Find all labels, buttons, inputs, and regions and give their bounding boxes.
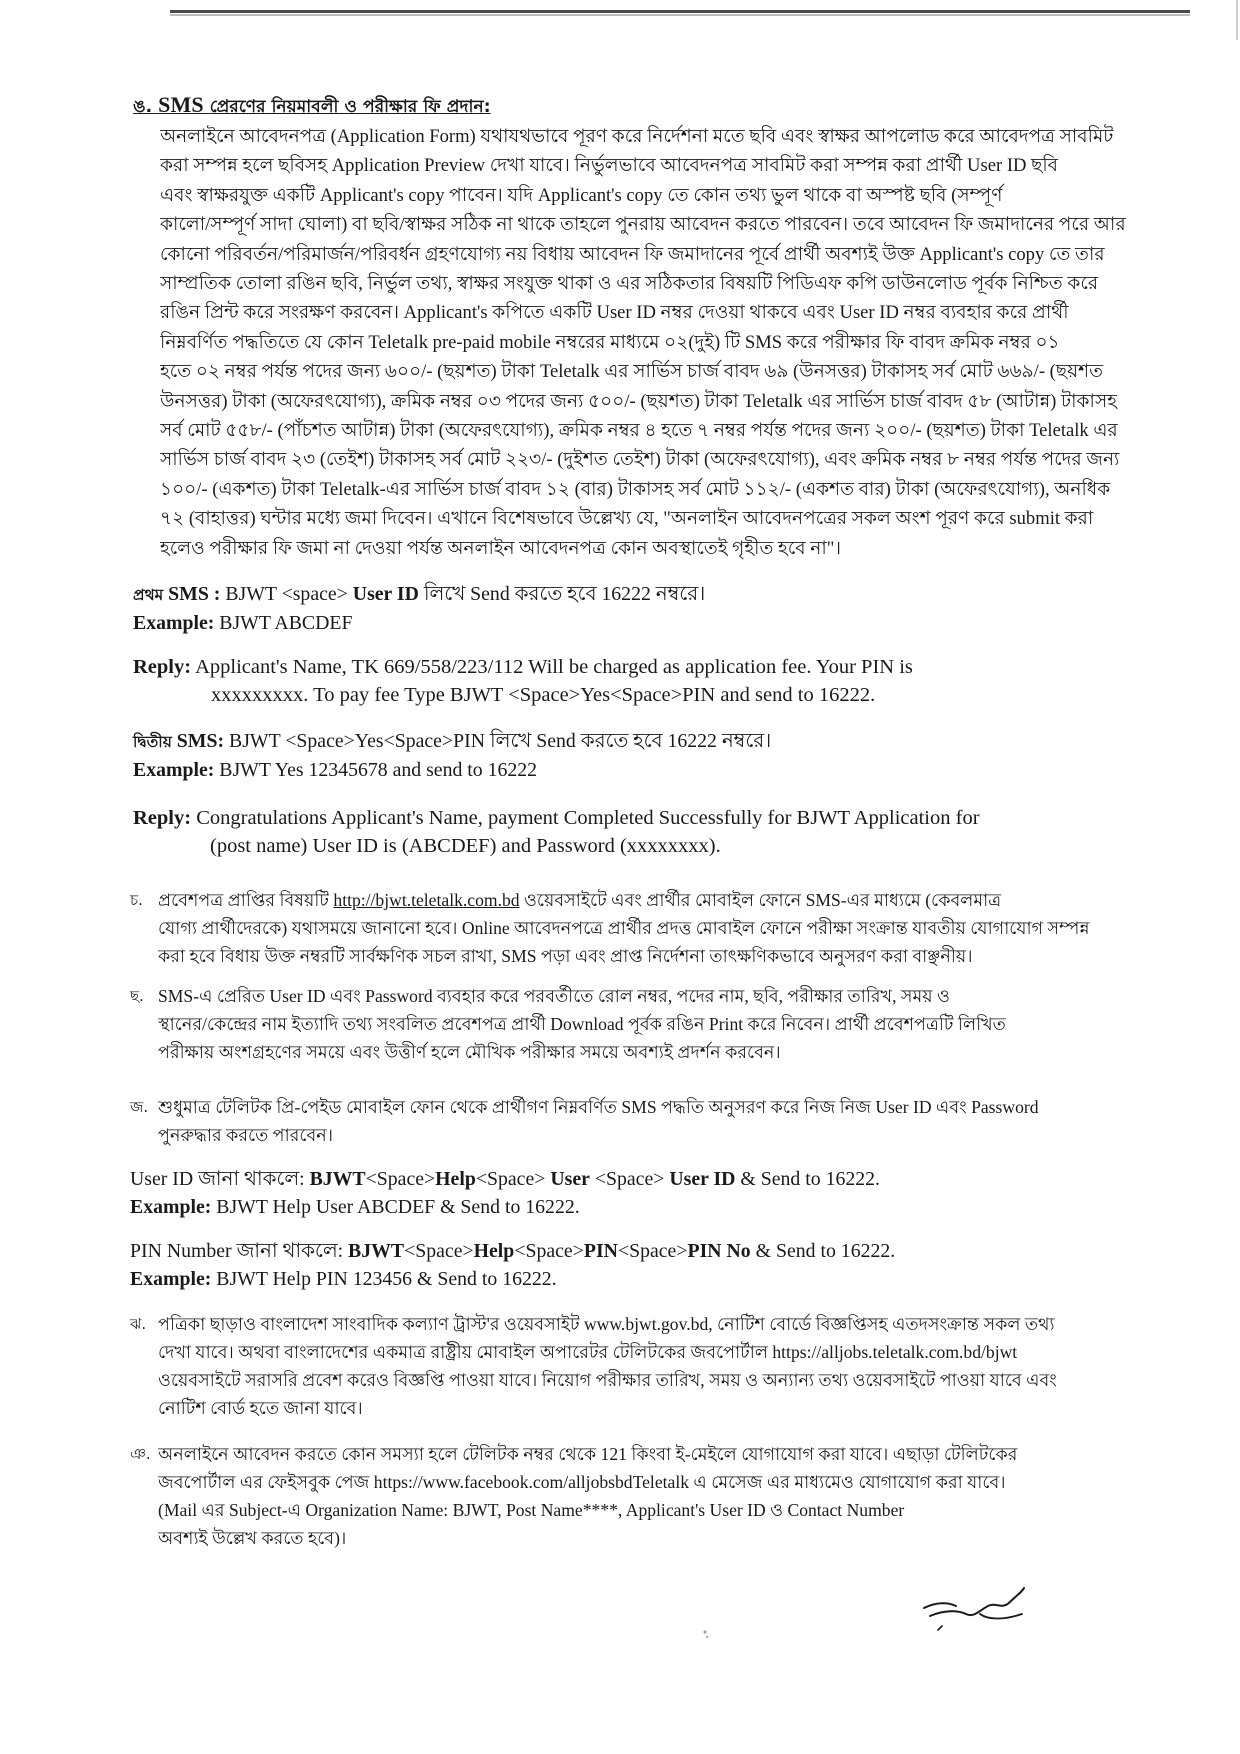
second-sms-line <box>133 727 771 756</box>
section-heading <box>133 92 491 122</box>
help-pin-line <box>130 1237 895 1265</box>
help-user: User <box>550 1168 590 1190</box>
second-reply <box>133 804 1148 860</box>
reply-text: Congratulations Applicant's Name, payment Completed Successfully for BJWT Application for <box>196 807 980 829</box>
paragraph-line: রঙিন প্রিন্ট করে সংরক্ষণ করবেন। Applicant's কপিতে একটি User ID নম্বর দেওয়া থাকবে এবং User ID নম্বর ব্যবহার করে প্রার্থী <box>160 302 1069 324</box>
list-line: পুনরুদ্ধার করতে পারবেন। <box>158 1125 334 1145</box>
list-line: SMS-এ প্রেরিত User ID এবং Password ব্যবহার করে পরবর্তীতে রোল নম্বর, পদের নাম, ছবি, পরীক্ষার তারিখ, সময় ও <box>158 986 950 1006</box>
help-userid: User ID <box>669 1168 736 1190</box>
list-marker: ঞ. <box>130 1445 151 1463</box>
list-item-ja <box>130 1093 1150 1149</box>
help-pin-prefix: PIN Number জানা থাকলে: <box>130 1240 344 1262</box>
list-marker: চ. <box>130 891 143 909</box>
reply-text: Applicant's Name, TK 669/558/223/112 Will be charged as application fee. Your PIN is <box>195 656 913 678</box>
list-item-body <box>130 886 1150 970</box>
paragraph-line: এবং স্বাক্ষরযুক্ত একটি Applicant's copy পাবেন। যদি Applicant's copy তে কোন তথ্য ভুল থাকে বা অস্পষ্ট ছবি (সম্পূর্ণ <box>160 184 1003 206</box>
second-reply-line1 <box>133 807 980 829</box>
second-sms-label-bn: দ্বিতীয় <box>133 733 172 751</box>
help-space: <Space> <box>617 1240 688 1262</box>
help-space: <Space> <box>365 1168 436 1190</box>
list-line: যোগ্য প্রার্থীদেরকে) যথাসময়ে জানানো হবে। Online আবেদনপত্রে প্রার্থীর প্রদত্ত মোবাইল ফোনে পরীক্ষা সংক্রান্ত যাবতীয় যোগাযোগ সম্পন্ন <box>158 918 1090 938</box>
help-keyword: Help <box>435 1168 476 1190</box>
example-label: Example: <box>133 759 215 781</box>
help-space: <Space> <box>594 1168 665 1190</box>
list-marker: ছ. <box>130 987 144 1005</box>
list-item-body <box>130 1440 1150 1552</box>
example-value: BJWT Yes 12345678 and send to 16222 <box>219 759 538 781</box>
second-sms-example <box>133 756 771 784</box>
teletalk-bjwt-link[interactable]: http://bjwt.teletalk.com.bd <box>333 890 520 910</box>
help-pinno: PIN No <box>687 1240 751 1262</box>
cha-text-a: প্রবেশপত্র প্রাপ্তির বিষয়টি <box>158 890 329 910</box>
help-user-block <box>130 1165 880 1221</box>
help-pin-example <box>130 1265 895 1293</box>
help-user-line <box>130 1165 880 1193</box>
list-line: অনলাইনে আবেদন করতে কোন সমস্যা হলে টেলিটক নম্বর থেকে 121 কিংবা ই-মেইলে যোগাযোগ করা যাবে। এছাড়া টেলিটকের <box>158 1444 1018 1464</box>
list-marker: ঝ. <box>130 1315 147 1333</box>
first-sms-line <box>133 580 705 609</box>
first-sms-label-en: SMS : <box>168 583 221 605</box>
list-line <box>158 886 1150 914</box>
heading-text: প্রেরণের নিয়মাবলী ও পরীক্ষার ফি প্রদান: <box>209 97 491 117</box>
list-line: নোটিশ বোর্ড হতে জানা যাবে। <box>158 1398 363 1418</box>
reply-continuation: xxxxxxxxx. To pay fee Type BJWT <Space>Yes<Space>PIN and send to 16222. <box>211 684 876 706</box>
list-line: পত্রিকা ছাড়াও বাংলাদেশ সাংবাদিক কল্যাণ ট্রাস্ট'র ওয়েবসাইট www.bjwt.gov.bd, নোটিশ বোর্ডে বিজ্ঞপ্তিসহ এতদসংক্রান্ত সকল তথ্য <box>158 1314 1055 1334</box>
list-line: করা হবে বিধায় উক্ত নম্বরটি সার্বক্ষণিক সচল রাখা, SMS পড়া এবং প্রাপ্ত নির্দেশনা তাৎক্ষণিকভাবে অনুসরণ করা বাঞ্ছনীয়। <box>158 946 973 966</box>
paragraph-line: সার্ভিস চার্জ বাবদ ২৩ (তেইশ) টাকাসহ সর্ব মোট ২২৩/- (দুইশত তেইশ) টাকা (অফেরৎযোগ্য), এবং ক্রমিক নম্বর ৮ নম্বর পর্যন্ত পদের জন্য <box>160 449 1120 471</box>
example-value: BJWT Help PIN 123456 & Send to 16222. <box>216 1268 557 1290</box>
help-space: <Space> <box>404 1240 474 1262</box>
first-sms-text-b: User ID <box>352 583 419 605</box>
example-label: Example: <box>130 1196 212 1218</box>
example-value: BJWT Help User ABCDEF & Send to 16222. <box>216 1196 580 1218</box>
scan-speck <box>700 1628 712 1642</box>
paragraph-line: কোনো পরিবর্তন/পরিমার্জন/পরিবর্ধন গ্রহণযোগ্য নয় বিধায় আবেদন ফি জমাদানের পূর্বে প্রার্থী অবশ্যই উক্ত Applicant's copy তে তার <box>160 243 1105 265</box>
help-tail: & Send to 16222. <box>755 1240 896 1262</box>
list-item-cha <box>130 886 1150 970</box>
main-paragraph <box>160 122 1148 563</box>
list-line: পরীক্ষায় অংশগ্রহণের সময়ে এবং উত্তীর্ণ হলে মৌখিক পরীক্ষার সময়ে অবশ্যই প্রদর্শন করবেন। <box>158 1042 781 1062</box>
list-item-body <box>130 982 1150 1066</box>
first-reply <box>133 653 1148 709</box>
list-item-jha <box>130 1310 1150 1422</box>
list-item-body <box>130 1310 1150 1422</box>
list-line: (Mail এর Subject-এ Organization Name: BJWT, Post Name****, Applicant's User ID ও Contact Number <box>158 1500 905 1520</box>
paragraph-line: করা সম্পন্ন হলে ছবিসহ Application Preview দেখা যাবে। নির্ভুলভাবে আবেদনপত্র সাবমিট করা সম্পন্ন করা প্রার্থী User ID ছবি <box>160 155 1059 177</box>
first-sms-example <box>133 609 705 637</box>
heading-sms: SMS <box>158 92 204 117</box>
first-sms-block <box>133 580 705 637</box>
example-label: Example: <box>133 612 215 634</box>
list-item-body <box>130 1093 1150 1149</box>
paragraph-line: হলেও পরীক্ষার ফি জমা না দেওয়া পর্যন্ত অনলাইন আবেদনপত্র কোন অবস্থাতেই গৃহীত হবে না"। <box>160 537 842 559</box>
paragraph-line: সাম্প্রতিক তোলা রঙিন ছবি, নির্ভুল তথ্য, স্বাক্ষর সংযুক্ত থাকা ও এর সঠিকতার বিষয়টি পিডিএফ কপি ডাউনলোড পূর্বক নিশ্চিত করে <box>160 273 1099 295</box>
paragraph-line: নিম্নবর্ণিত পদ্ধতিতে যে কোন Teletalk pre-paid mobile নম্বরের মাধ্যমে ০২(দুই) টি SMS করে পরীক্ষার ফি বাবদ ক্রমিক নম্বর ০১ <box>160 331 1060 353</box>
paragraph-line: কালো/সম্পূর্ণ সাদা ঘোলা) বা ছবি/স্বাক্ষর সঠিক না থাকে তাহলে পুনরায় আবেদন করতে পারবেন। তবে আবেদন ফি জমাদানের পরে আর <box>160 214 1126 236</box>
first-sms-label-bn: প্রথম <box>133 586 164 604</box>
cha-text-b: ওয়েবসাইটে এবং প্রার্থীর মোবাইল ফোনে SMS-এর মাধ্যমে (কেবলমাত্র <box>523 890 1002 910</box>
help-user-example <box>130 1193 880 1221</box>
first-reply-line1 <box>133 656 913 678</box>
list-line: শুধুমাত্র টেলিটক প্রি-পেইড মোবাইল ফোন থেকে প্রার্থীগণ নিম্নবর্ণিত SMS পদ্ধতি অনুসরণ করে নিজ নিজ User ID এবং Password <box>158 1097 1039 1117</box>
paragraph-line: সর্ব মোট ৫৫৮/- (পাঁচশত আটান্ন) টাকা (অফেরৎযোগ্য), ক্রমিক নম্বর ৪ হতে ৭ নম্বর পর্যন্ত পদের জন্য ২০০/- (ছয়শত) টাকা Teletalk এর <box>160 420 1118 442</box>
paragraph-line: উনসত্তর) টাকা (অফেরৎযোগ্য), ক্রমিক নম্বর ০৩ পদের জন্য ৫০০/- (ছয়শত) টাকা Teletalk এর সার্ভিস চার্জ বাবদ ৫৮ (আটান্ন) টাকাসহ <box>160 390 1118 412</box>
reply-label: Reply: <box>133 656 192 678</box>
first-sms-text-a: BJWT <space> <box>225 583 348 605</box>
list-line: ওয়েবসাইটে সরাসরি প্রবেশ করেও বিজ্ঞপ্তি পাওয়া যাবে। নিয়োগ পরীক্ষার তারিখ, সময় ও অন্যান্য তথ্য ওয়েবসাইটে পাওয়া যাবে এবং <box>158 1370 1057 1390</box>
paragraph-line: ৭২ (বাহাত্তর) ঘন্টার মধ্যে জমা দিবেন। এখানে বিশেষভাবে উল্লেখ্য যে, "অনলাইন আবেদনপত্রের সকল অংশ পূরণ করে submit করা <box>160 508 1094 530</box>
second-sms-block <box>133 727 771 784</box>
list-item-nya <box>130 1440 1150 1552</box>
paragraph-line: ১০০/- (একশত) টাকা Teletalk-এর সার্ভিস চার্জ বাবদ ১২ (বার) টাকাসহ সর্ব মোট ১১২/- (একশত বার) টাকা (অফেরৎযোগ্য), অনধিক <box>160 478 1111 500</box>
list-item-chha <box>130 982 1150 1066</box>
paragraph-line: অনলাইনে আবেদনপত্র (Application Form) যথাযথভাবে পূরণ করে নির্দেশনা মতে ছবি এবং স্বাক্ষর আপলোড করে আবেদপত্র সাবমিট <box>160 126 1114 147</box>
help-space: <Space> <box>514 1240 584 1262</box>
first-sms-text-c: লিখে Send করতে হবে 16222 নম্বরে। <box>423 583 706 605</box>
list-line: জবপোর্টাল এর ফেইসবুক পেজ https://www.facebook.com/alljobsbdTeletalk এ মেসেজ এর মাধ্যমেও যোগাযোগ করা যাবে। <box>158 1472 1006 1492</box>
example-label: Example: <box>130 1268 212 1290</box>
list-line: দেখা যাবে। অথবা বাংলাদেশের একমাত্র রাষ্ট্রীয় মোবাইল অপারেটর টেলিটকের জবপোর্টাল https://alljobs.teletalk.com.bd/bjwt <box>158 1342 1018 1362</box>
reply-continuation: (post name) User ID is (ABCDEF) and Password (xxxxxxxx). <box>210 835 721 857</box>
help-keyword: Help <box>473 1240 515 1262</box>
list-line: স্থানের/কেন্দ্রের নাম ইত্যাদি তথ্য সংবলিত প্রবেশপত্র প্রার্থী Download পূর্বক রঙিন Print করে নিবেন। প্রার্থী প্রবেশপত্রটি লিখিত <box>158 1014 1006 1034</box>
signature-mark <box>918 1580 1028 1640</box>
help-tail: & Send to 16222. <box>740 1168 880 1190</box>
example-value: BJWT ABCDEF <box>219 612 353 634</box>
help-pin-block <box>130 1237 895 1293</box>
help-bjwt: BJWT <box>348 1240 405 1262</box>
paragraph-line: হতে ০২ নম্বর পর্যন্ত পদের জন্য ৬০০/- (ছয়শত) টাকা Teletalk এর সার্ভিস চার্জ বাবদ ৬৯ (উনসত্তর) টাকাসহ সর্ব মোট ৬৬৯/- (ছয়শত <box>160 361 1104 383</box>
help-pin: PIN <box>583 1240 618 1262</box>
list-marker: জ. <box>130 1098 149 1116</box>
heading-prefix: ঙ. <box>133 97 153 117</box>
help-user-prefix: User ID জানা থাকলে: <box>130 1168 305 1190</box>
help-bjwt: BJWT <box>309 1168 366 1190</box>
reply-label: Reply: <box>133 807 192 829</box>
second-sms-label-en: SMS: <box>176 730 225 752</box>
second-sms-text: BJWT <Space>Yes<Space>PIN লিখে Send করতে হবে 16222 নম্বরে। <box>229 730 772 752</box>
help-space: <Space> <box>475 1168 546 1190</box>
list-line: অবশ্যই উল্লেখ করতে হবে)। <box>158 1528 347 1548</box>
